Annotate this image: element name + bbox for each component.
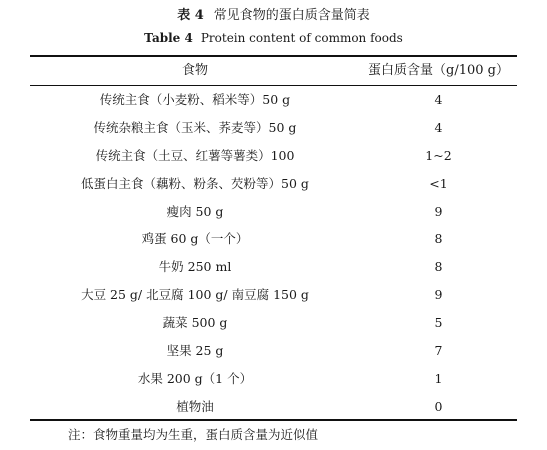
table-caption-en xyxy=(0,30,547,46)
food-cell: 植物油 xyxy=(176,398,214,414)
food-cell: 蔬菜 500 g xyxy=(162,315,228,331)
table-row xyxy=(30,225,517,253)
food-cell: 鸡蛋 60 g（一个） xyxy=(141,231,249,247)
table-row xyxy=(30,393,517,421)
table-header xyxy=(30,57,517,85)
column-header-protein: 蛋白质含量（g/100 g） xyxy=(368,63,509,78)
protein-cell: 8 xyxy=(434,259,443,275)
table-label-en: Table 4 xyxy=(144,31,193,45)
table-row xyxy=(30,309,517,337)
food-cell: 大豆 25 g/ 北豆腐 100 g/ 南豆腐 150 g xyxy=(81,287,309,303)
protein-cell: 4 xyxy=(434,92,443,107)
table-row xyxy=(30,142,517,170)
table-row xyxy=(30,253,517,281)
food-cell: 传统杂粮主食（玉米、荞麦等）50 g xyxy=(93,119,297,135)
table-label-cn: 表 4 xyxy=(177,8,204,23)
protein-cell: 5 xyxy=(434,315,443,331)
food-cell: 坚果 25 g xyxy=(166,343,224,359)
protein-cell: 4 xyxy=(434,119,443,135)
table-row xyxy=(30,365,517,393)
table-body xyxy=(30,86,517,421)
table-row xyxy=(30,114,517,142)
table-title-cn: 常见食物的蛋白质含量简表 xyxy=(213,8,370,23)
column-header-food: 食物 xyxy=(181,63,208,78)
food-cell: 牛奶 250 ml xyxy=(158,259,232,275)
table-row xyxy=(30,170,517,198)
food-cell: 传统主食（土豆、红薯等薯类）100 xyxy=(95,147,295,163)
table-row xyxy=(30,337,517,365)
protein-cell: 7 xyxy=(434,343,443,359)
table-title-en: Protein content of common foods xyxy=(200,31,403,45)
food-cell: 瘦肉 50 g xyxy=(166,203,224,219)
table-row xyxy=(30,86,517,114)
table-row xyxy=(30,281,517,309)
protein-cell: 0 xyxy=(434,398,443,414)
protein-cell: 9 xyxy=(434,203,443,219)
protein-cell: <1 xyxy=(429,175,448,191)
protein-cell: 1~2 xyxy=(425,147,452,163)
food-cell: 传统主食（小麦粉、稻米等）50 g xyxy=(99,92,291,107)
food-cell: 水果 200 g（1 个） xyxy=(137,370,253,386)
protein-cell: 9 xyxy=(434,287,443,303)
table-row xyxy=(30,198,517,226)
table-caption-cn xyxy=(0,8,547,24)
protein-cell: 1 xyxy=(434,370,443,386)
protein-cell: 8 xyxy=(434,231,443,247)
table-footnote: 注：食物重量均为生重，蛋白质含量为近似值 xyxy=(68,427,319,442)
food-cell: 低蛋白主食（藕粉、粉条、芡粉等）50 g xyxy=(81,175,309,191)
table-bottom-rule xyxy=(30,419,517,421)
